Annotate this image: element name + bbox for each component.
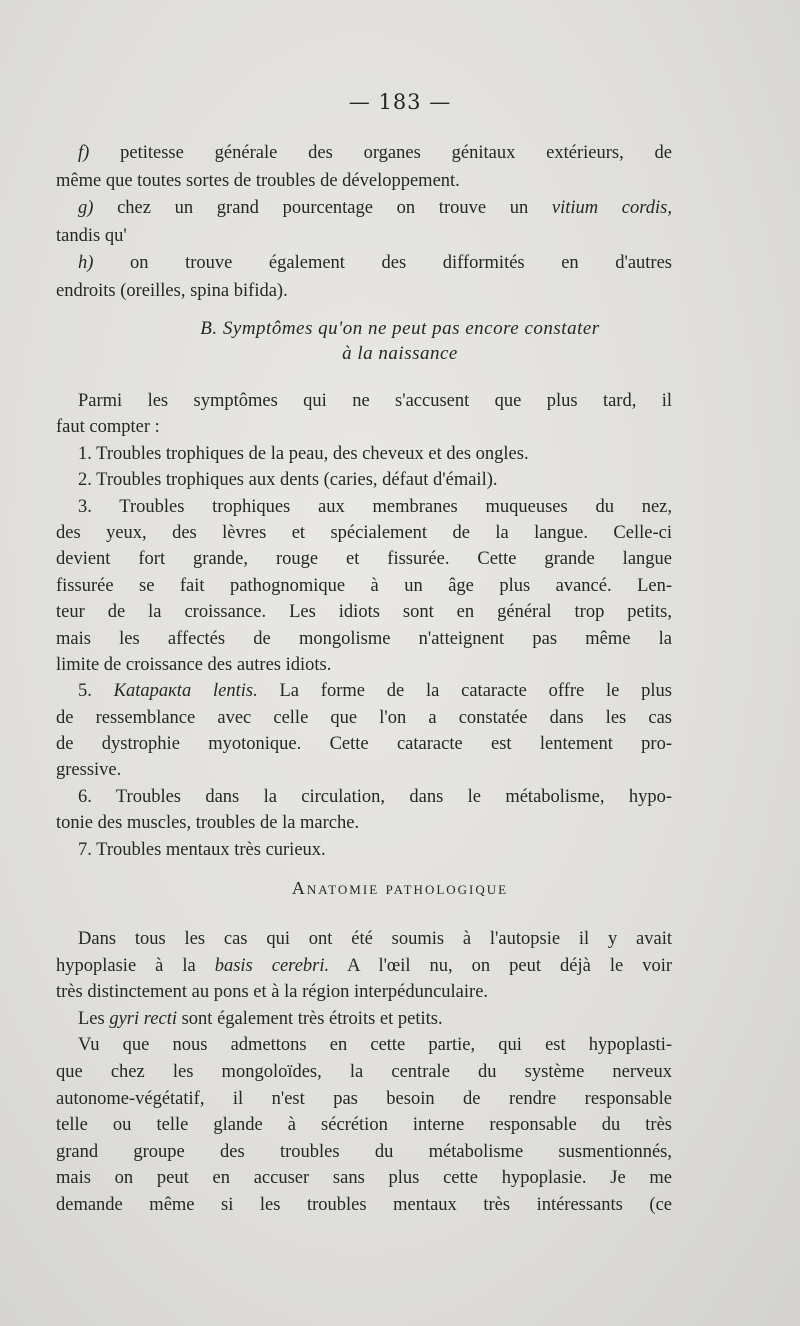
text-line: Les gyri recti sont également très étroits et petits. [78,1008,443,1029]
text-line: 6. Troubles dans la circulation, dans le métabolisme, hypo- [78,786,672,807]
text-line: demande même si les troubles mentaux très intéressants (ce [56,1194,672,1215]
page-number: — 183 — [348,90,452,114]
section-heading-b-line1: B. Symptômes qu'on ne peut pas encore constater [200,318,600,339]
text-line: que chez les mongoloïdes, la centrale du système nerveux [56,1061,672,1082]
text-line: 1. Troubles trophiques de la peau, des cheveux et des ongles. [78,443,529,464]
text-line: même que toutes sortes de troubles de développement. [56,170,460,191]
text-line: fissurée se fait pathognomique à un âge plus avancé. Len- [56,575,672,596]
text-line: endroits (oreilles, spina bifida). [56,280,288,301]
text-line: g) chez un grand pourcentage on trouve un vitium cordis, [78,198,672,219]
text-line: très distinctement au pons et à la région interpédunculaire. [56,982,489,1003]
text-line: h) on trouve également des difformités en d'autres [78,253,672,274]
section-heading-b [0,316,800,366]
text-line: tandis qu' [56,225,127,246]
text-line: faut compter : [56,417,160,438]
text-line: autonome-végétatif, il n'est pas besoin de rendre responsable [56,1088,672,1109]
text-line: de ressemblance avec celle que l'on a constatée dans les cas [56,707,672,728]
text-line: devient fort grande, rouge et fissurée. Cette grande langue [56,549,672,570]
text-line: mais on peut en accuser sans plus cette hypoplasie. Je me [56,1168,672,1189]
text-line: telle ou telle glande à sécrétion interne responsable du très [56,1115,672,1136]
section-heading-anatomie: Anatomie pathologique [291,878,509,898]
text-line: de dystrophie myotonique. Cette cataracte est lentement pro- [56,734,672,755]
text-line: des yeux, des lèvres et spécialement de la langue. Celle-ci [56,522,672,543]
text-line: grand groupe des troubles du métabolisme susmentionnés, [56,1141,672,1162]
text-line: Parmi les symptômes qui ne s'accusent que plus tard, il [78,391,672,411]
text-line: hypoplasie à la basis cerebri. A l'œil nu, on peut déjà le voir [56,955,672,976]
text-line: mais les affectés de mongolisme n'atteignent pas même la [56,628,672,649]
text-line: 3. Troubles trophiques aux membranes muqueuses du nez, [78,496,672,517]
text-line: limite de croissance des autres idiots. [56,654,332,675]
text-line: 5. Kataракta lentis. La forme de la cataracte offre le plus [78,681,673,702]
text-line: Vu que nous admettons en cette partie, qui est hypoplasti- [78,1035,672,1056]
text-line: Dans tous les cas qui ont été soumis à l'autopsie il y avait [78,929,672,949]
paragraph-anatomie [56,926,672,1219]
text-line: teur de la croissance. Les idiots sont en général trop petits, [56,602,672,623]
paragraph-list-fgh [56,140,672,306]
text-line: tonie des muscles, troubles de la marche. [56,813,360,834]
text-line: f) petitesse générale des organes génitaux extérieurs, de [78,143,672,163]
paragraph-symptoms [56,388,672,863]
section-heading-b-line2: à la naissance [342,343,458,364]
text-line: 2. Troubles trophiques aux dents (caries, défaut d'émail). [78,470,498,491]
text-line: gressive. [56,760,122,781]
text-line: 7. Troubles mentaux très curieux. [78,839,326,860]
